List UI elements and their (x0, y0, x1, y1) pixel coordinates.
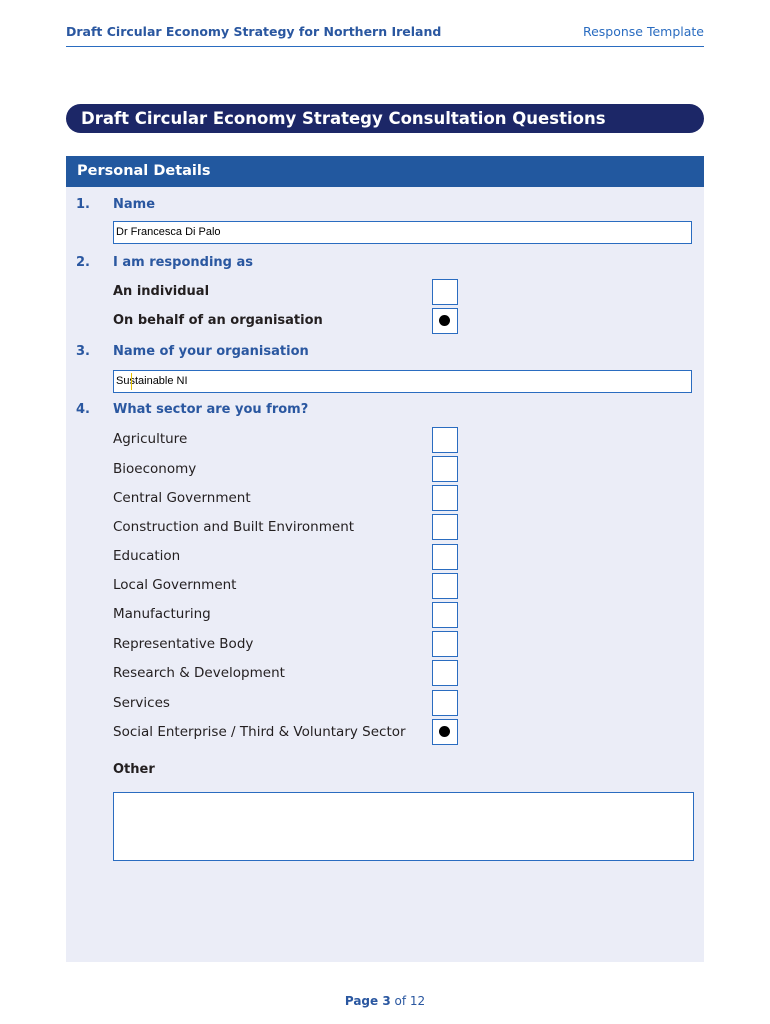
checkbox-construction[interactable] (432, 514, 458, 540)
question-number-2: 2. (76, 255, 90, 270)
option-label-local-government: Local Government (113, 577, 237, 593)
section-heading: Personal Details (66, 156, 704, 187)
option-label-social-enterprise: Social Enterprise / Third & Voluntary Sector (113, 724, 406, 740)
page-number: Page 3 (344, 994, 391, 1008)
checkbox-social-enterprise[interactable] (432, 719, 458, 745)
question-number-1: 1. (76, 197, 90, 212)
option-label-education: Education (113, 548, 181, 564)
page-footer (0, 994, 770, 1008)
checkbox-education[interactable] (432, 544, 458, 570)
option-label-central-government: Central Government (113, 490, 251, 506)
other-textarea[interactable] (113, 792, 694, 861)
option-label-individual: An individual (113, 284, 210, 299)
option-label-research-development: Research & Development (113, 665, 285, 681)
question-label-sector: What sector are you from? (113, 402, 309, 417)
template-label: Response Template (582, 24, 704, 39)
name-field[interactable]: Dr Francesca Di Palo (113, 221, 692, 244)
consultation-banner: Draft Circular Economy Strategy Consultation Questions (66, 104, 704, 133)
option-label-representative-body: Representative Body (113, 636, 254, 652)
question-label-name: Name (113, 197, 156, 212)
option-label-construction: Construction and Built Environment (113, 519, 355, 535)
organisation-name-field[interactable]: Sustainable NI (113, 370, 692, 393)
question-label-organisation-name: Name of your organisation (113, 344, 309, 359)
checkbox-research-development[interactable] (432, 660, 458, 686)
checkbox-services[interactable] (432, 690, 458, 716)
checkbox-local-government[interactable] (432, 573, 458, 599)
checkbox-agriculture[interactable] (432, 427, 458, 453)
checkbox-manufacturing[interactable] (432, 602, 458, 628)
checked-mark-icon (439, 726, 450, 737)
question-label-responding-as: I am responding as (113, 255, 254, 270)
checked-mark-icon (439, 315, 450, 326)
checkbox-individual[interactable] (432, 279, 458, 305)
question-number-3: 3. (76, 344, 90, 359)
page-total: of 12 (394, 994, 426, 1008)
other-label: Other (113, 762, 155, 777)
option-label-agriculture: Agriculture (113, 431, 188, 447)
checkbox-bioeconomy[interactable] (432, 456, 458, 482)
option-label-manufacturing: Manufacturing (113, 606, 211, 622)
option-label-bioeconomy: Bioeconomy (113, 461, 197, 477)
text-cursor (131, 373, 135, 390)
checkbox-organisation[interactable] (432, 308, 458, 334)
checkbox-representative-body[interactable] (432, 631, 458, 657)
document-title: Draft Circular Economy Strategy for Northern Ireland (66, 24, 442, 39)
question-number-4: 4. (76, 402, 90, 417)
option-label-services: Services (113, 695, 170, 711)
checkbox-central-government[interactable] (432, 485, 458, 511)
header-rule (66, 46, 704, 47)
option-label-organisation: On behalf of an organisation (113, 313, 323, 328)
